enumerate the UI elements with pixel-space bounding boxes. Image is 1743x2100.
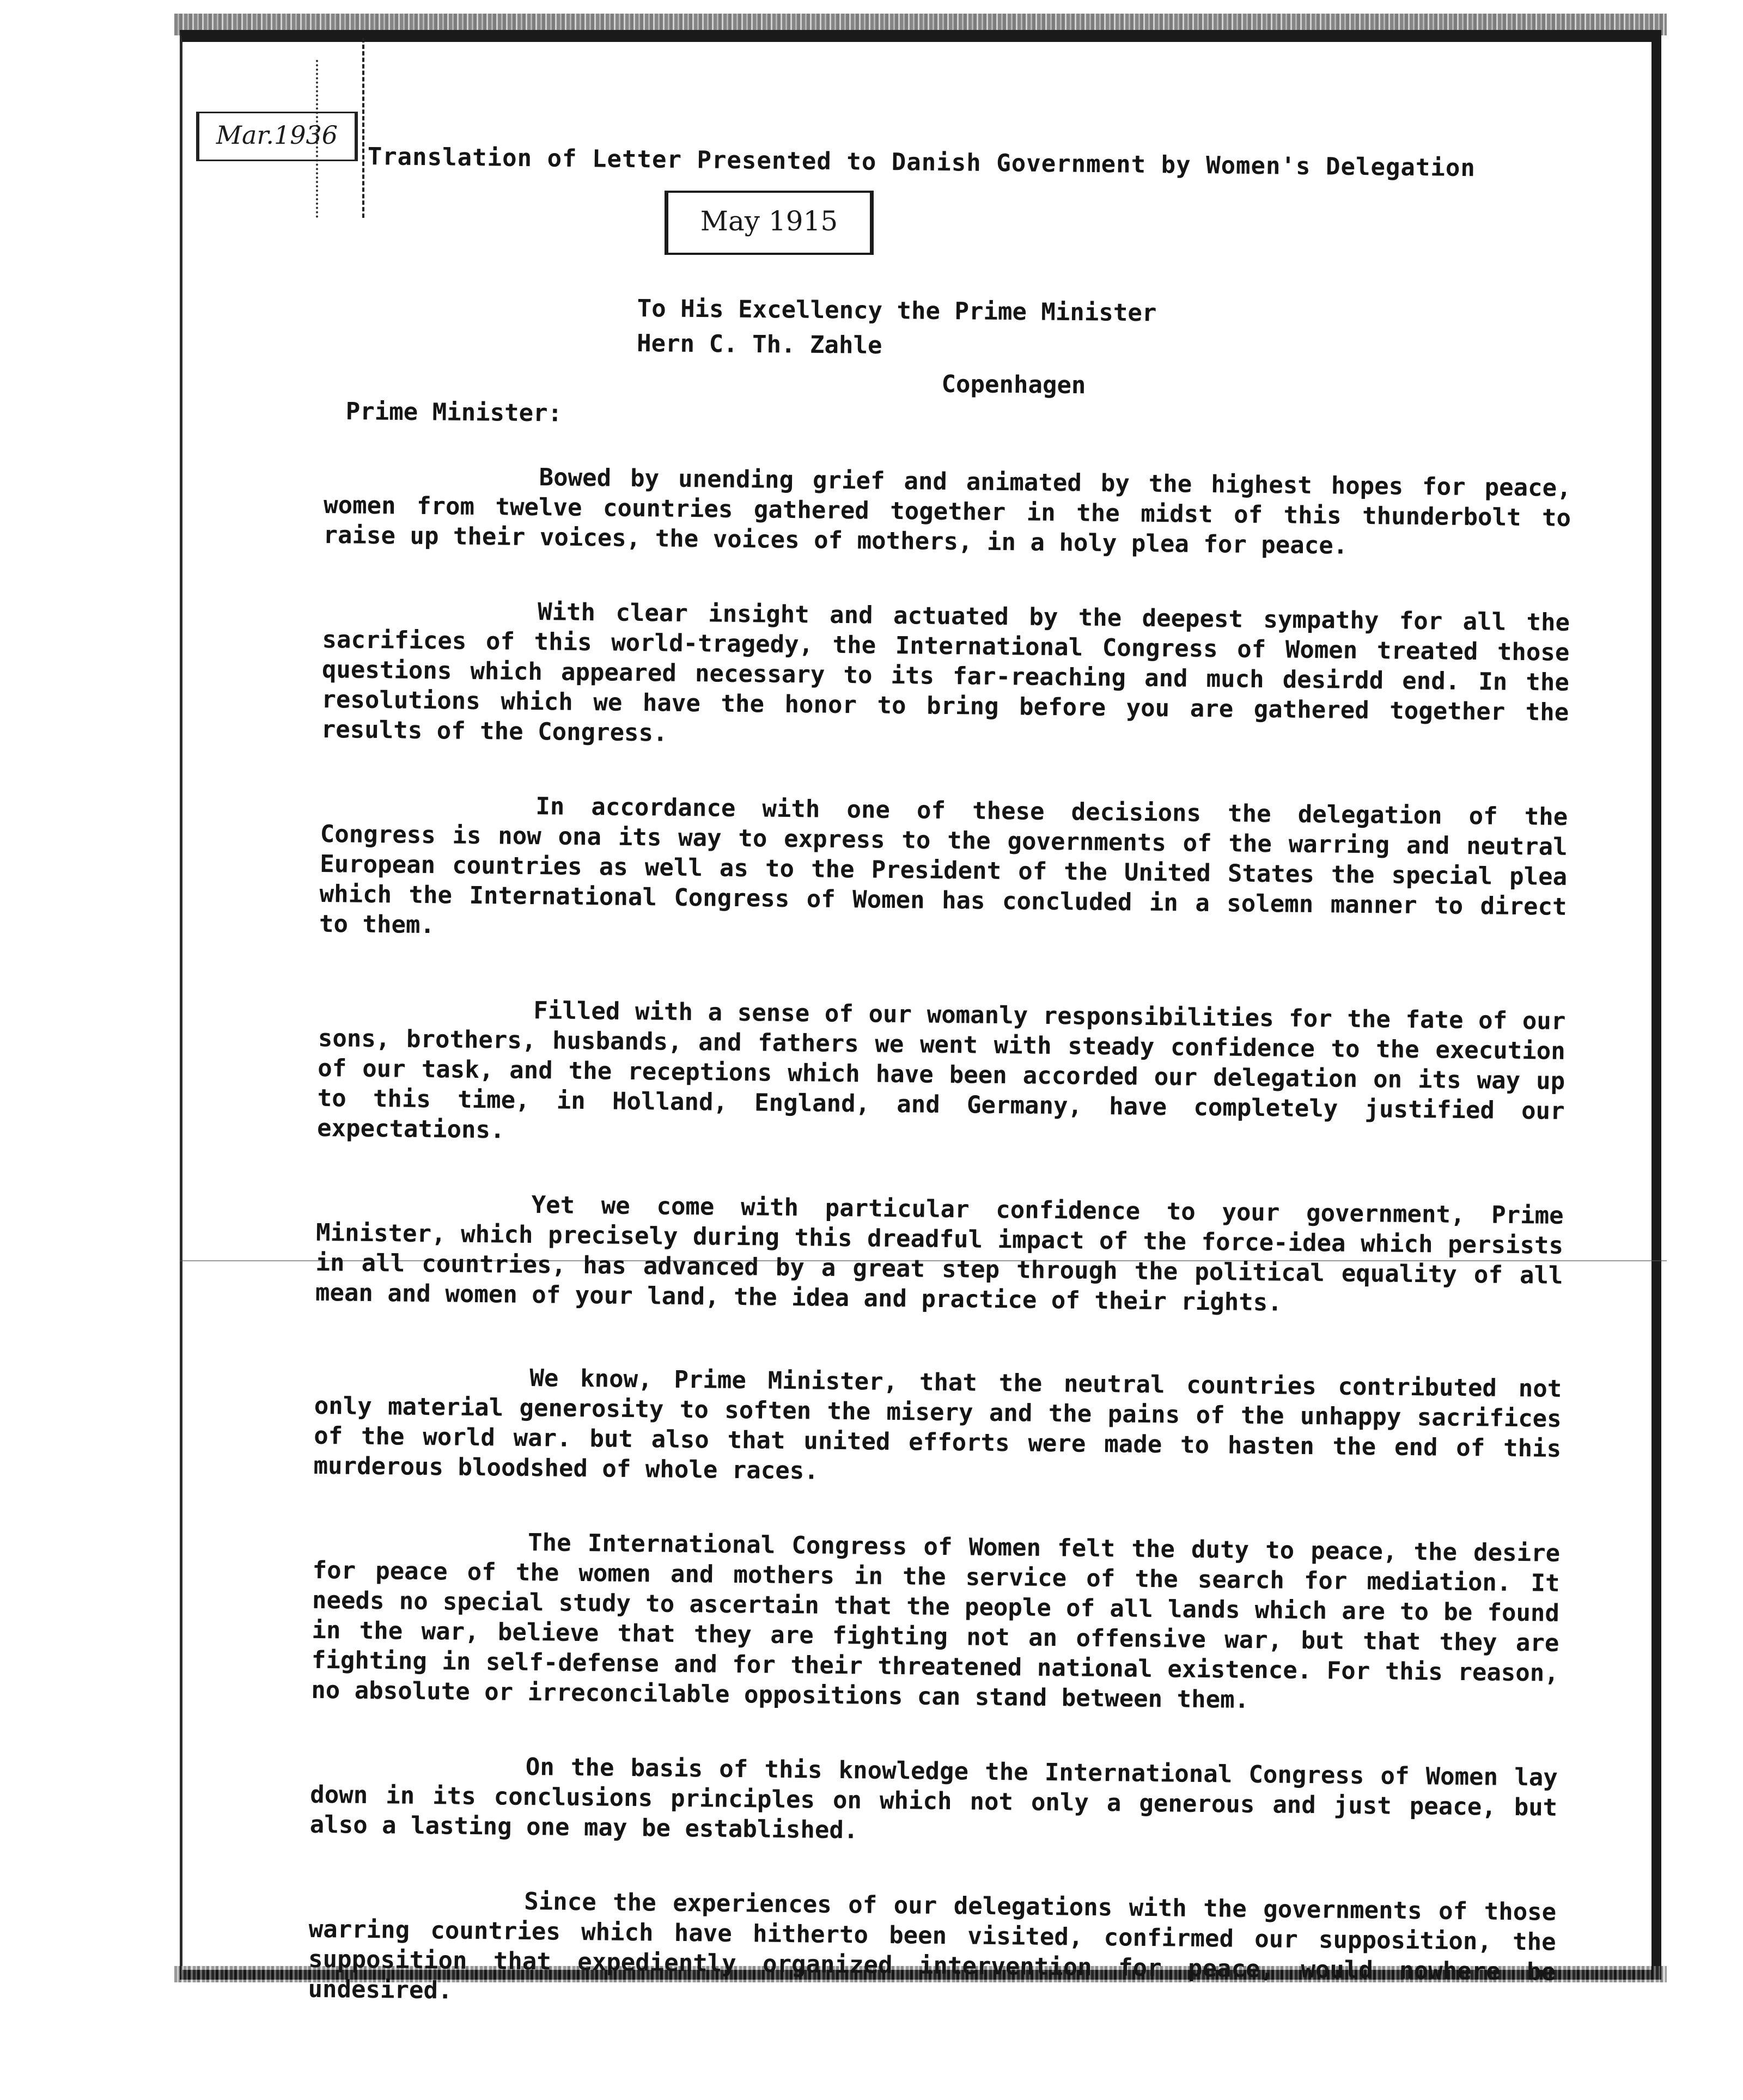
paragraph: In accordance with one of these decisions the delegation of the Congress is now ona its way to express to the governments of the warring and neutral European countries as well as to the President of the United States the special plea which the International Congress of Women has concluded in a solemn manner to direct to them. — [319, 792, 1568, 939]
address-line-2: Hern C. Th. Zahle — [636, 329, 882, 359]
paragraph: Since the experiences of our delegations with the governments of those warring countries which have hitherto been visited, confirmed our supposition, the supposition that expediently organized intervention for peace, would nowhere be undesired. — [308, 1887, 1557, 2005]
address-line-1: To His Excellency the Prime Minister — [637, 294, 1157, 327]
paragraph: The International Congress of Women felt the duty to peace, the desire for peace of the women and mothers in the service of the search for mediation. It needs no special study to ascertain that the people of all lands which are to be found in the war, believe that they are fighting not an offensive war, but that they are fighting in self-defense and for their threatened national existence. For this reason, no absolute or irreconcilable oppositions can stand between them. — [311, 1529, 1561, 1714]
paragraph: Yet we come with particular confidence to your government, Prime Minister, which precisely during this dreadful impact of the force-idea which persists in all countries, has advanced by a great step through the political equality of all mean and women of your land, the idea and practice of their rights. — [315, 1191, 1564, 1317]
handwritten-archive-note: Mar.1936 — [196, 112, 358, 161]
handwritten-date-note: May 1915 — [665, 191, 874, 255]
recipient-address — [636, 291, 1156, 404]
address-city: Copenhagen — [941, 370, 1086, 400]
paragraph: On the basis of this knowledge the International Congress of Women lay down in its conclusions principles on which not only a generous and just peace, but also a lasting one may be established. — [309, 1753, 1558, 1845]
paragraph: With clear insight and actuated by the deepest sympathy for all the sacrifices of this world-tragedy, the International Congress of Women treated those questions which appeared necessary to its far-reaching and much desirdd end. In the resolutions which we have the honor to bring before you are gathered together the results of the Congress. — [321, 598, 1570, 747]
margin-mark — [362, 38, 367, 218]
paragraph: Bowed by unending grief and animated by the highest hopes for peace, women from twelve countries gathered together in the midst of this thunderbolt to raise up their voices, the voices of mothers, in a holy plea for peace. — [323, 463, 1571, 560]
paragraph: Filled with a sense of our womanly responsibilities for the fate of our sons, brothers, husbands, and fathers we went with steady confidence to the execution of our task, and the receptions which have been accorded our delegation on its way up to this time, in Holland, England, and Germany, have completely justified our expectations. — [316, 997, 1566, 1144]
salutation: Prime Minister: — [345, 398, 563, 428]
document-title: Translation of Letter Presented to Danish Government by Women's Delegation — [367, 143, 1476, 182]
letter-body — [307, 460, 1571, 2062]
paragraph: We know, Prime Minister, that the neutral countries contributed not only material generosity to soften the misery and the pains of the unhappy sacrifices of the world war. but also that united efforts were made to hasten the end of this murderous bloodshed of whole races. — [313, 1364, 1562, 1485]
